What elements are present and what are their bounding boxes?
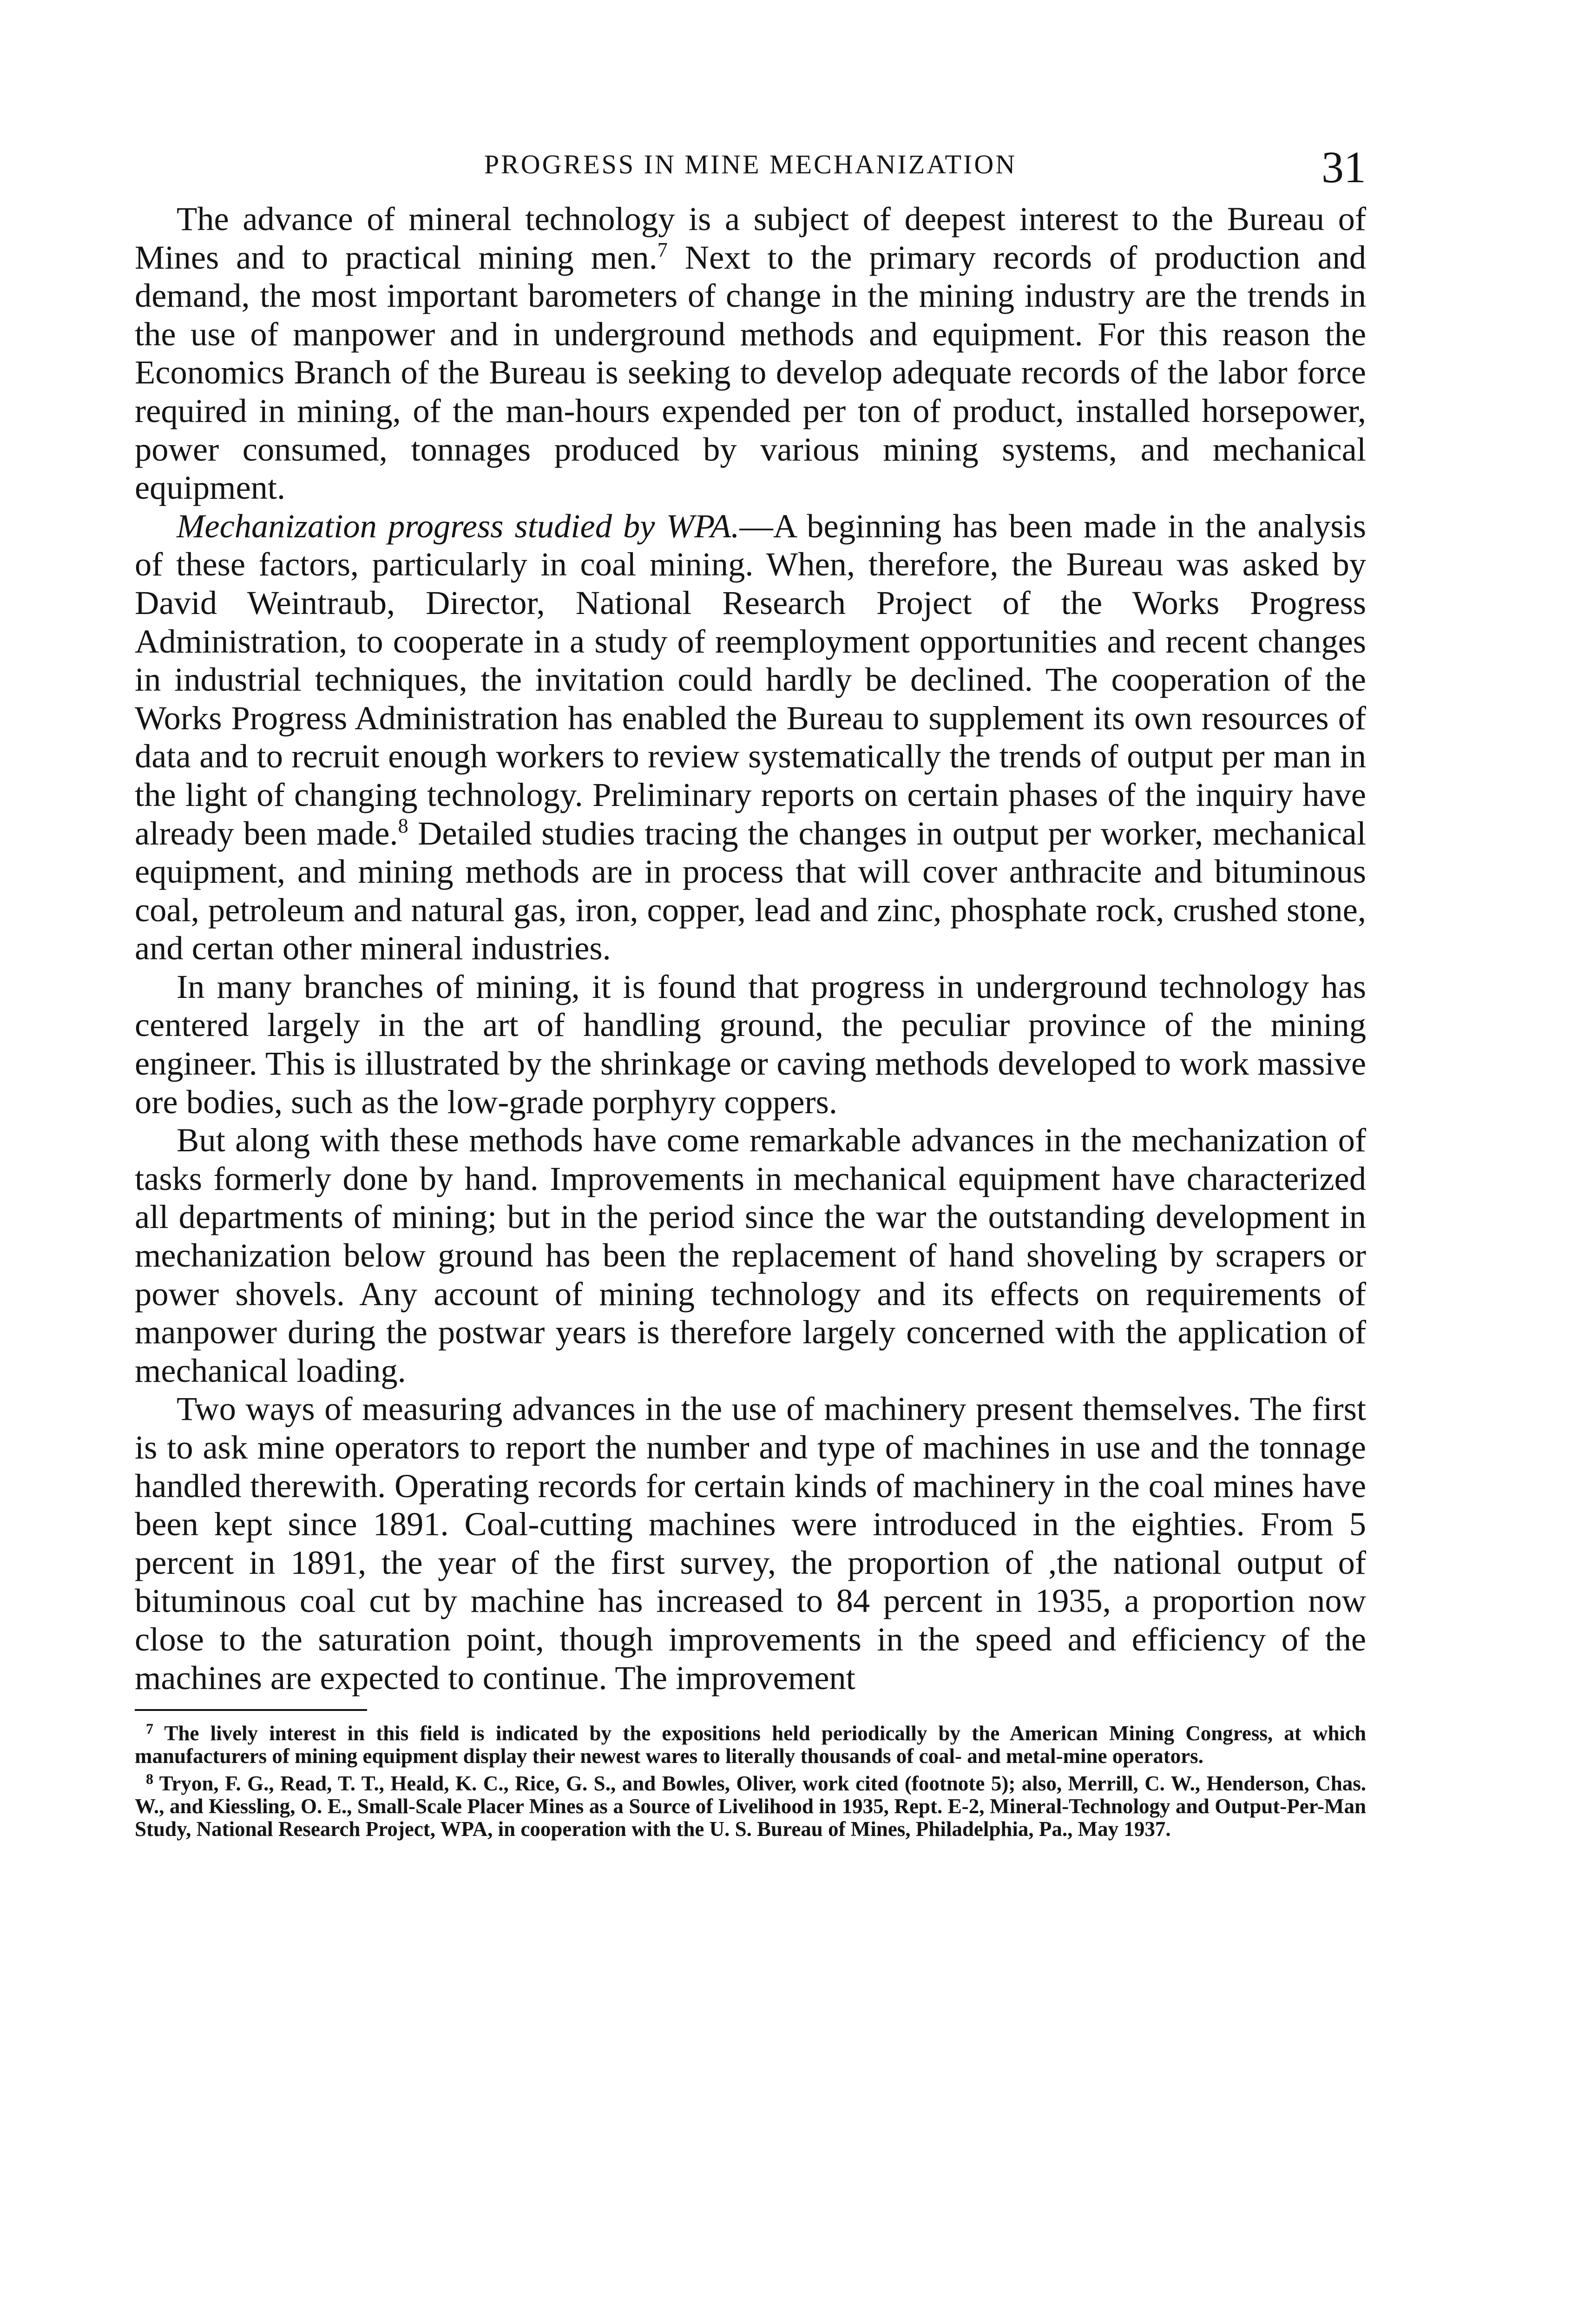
body-text (135, 200, 1366, 1697)
book-page (135, 144, 1366, 1841)
paragraph-3: In many branches of mining, it is found that progress in underground technology has centered largely in the art of handling ground, the peculiar province of the mining engineer. This is illustrated by the shrinkage or caving methods developed to work massive ore bodies, such as the low-grade porphyry coppers. (135, 967, 1366, 1121)
paragraph-5: Two ways of measuring advances in the use of machinery present themselves. The first is to ask mine operators to report the number and type of machines in use and the tonnage handled therewith. Operating records for certain kinds of machinery in the coal mines have been kept since 1891. Coal-cutting machines were introduced in the eighties. From 5 percent in 1891, the year of the first survey, the proportion of ,the national output of bituminous coal cut by machine has increased to 84 percent in 1935, a proportion now close to the saturation point, though improvements in the speed and efficiency of the machines are expected to continue. The improvement (135, 1390, 1366, 1697)
paragraph-2 (135, 507, 1366, 968)
paragraph-text: The advance of mineral technology is a subject of deepest interest to the Bureau of Mines and to practical mining men. (135, 200, 1366, 276)
footnote-8 (135, 1768, 1366, 1841)
paragraph-text: Next to the primary records of production and demand, the most important barometers of change in the mining industry are the trends in the use of manpower and in underground methods and equipment. For this reason the Economics Branch of the Bureau is seeking to develop adequate records of the labor force required in mining, of the man-hours expended per ton of product, installed horsepower, power consumed, tonnages produced by various mining systems, and mechanical equipment. (135, 238, 1367, 507)
footnote-text: The lively interest in this field is indicated by the expositions held periodically by the American Mining Congress, at which manufacturers of mining equipment display their newest wares to literally thousands of coal- and metal-mine operators. (135, 1722, 1366, 1768)
paragraph-text: —A beginning has been made in the analysis of these factors, particularly in coal mining. When, therefore, the Bureau was asked by David Weintraub, Director, National Research Project of the Works Progress Administration, to cooperate in a study of reemployment opportunities and recent changes in industrial techniques, the invitation could hardly be declined. The cooperation of the Works Progress Administration has enabled the Bureau to supplement its own resources of data and to recruit enough workers to review systematically the trends of output per man in the light of changing technology. Preliminary reports on certain phases of the inquiry have already been made. (135, 507, 1366, 852)
paragraph-text: Detailed studies tracing the changes in output per worker, mechanical equipment, and mining methods are in process that will cover anthracite and bituminous coal, petroleum and natural gas, iron, copper, lead and zinc, phosphate rock, crushed stone, and certan other mineral industries. (135, 814, 1366, 967)
footnote-mark: 8 (146, 1770, 153, 1788)
page-number: 31 (1321, 142, 1366, 192)
footnote-reference: 8 (398, 814, 408, 837)
running-title: PROGRESS IN MINE MECHANIZATION (484, 149, 1017, 179)
footnotes (135, 1717, 1366, 1841)
paragraph-1 (135, 200, 1366, 507)
section-sidehead: Mechanization progress studied by WPA. (177, 507, 740, 545)
footnote-divider (135, 1709, 367, 1711)
footnote-mark: 7 (146, 1720, 153, 1737)
running-header (135, 144, 1366, 200)
footnote-reference: 7 (657, 238, 668, 261)
footnote-text: Tryon, F. G., Read, T. T., Heald, K. C., Rice, G. S., and Bowles, Oliver, work cited (footnote 5); also, Merrill, C. W., Henderson, Chas. W., and Kiessling, O. E., Small-Scale Placer Mines as a Source of Livelihood in 1935, Rept. E-2, Mineral-Technology and Output-Per-Man Study, National Research Project, WPA, in cooperation with the U. S. Bureau of Mines, Philadelphia, Pa., May 1937. (135, 1772, 1366, 1841)
footnote-7 (135, 1717, 1366, 1768)
paragraph-4: But along with these methods have come remarkable advances in the mechanization of tasks formerly done by hand. Improvements in mechanical equipment have characterized all departments of mining; but in the period since the war the outstanding development in mechanization below ground has been the replacement of hand shoveling by scrapers or power shovels. Any account of mining technology and its effects on requirements of manpower during the postwar years is therefore largely concerned with the application of mechanical loading. (135, 1121, 1366, 1389)
